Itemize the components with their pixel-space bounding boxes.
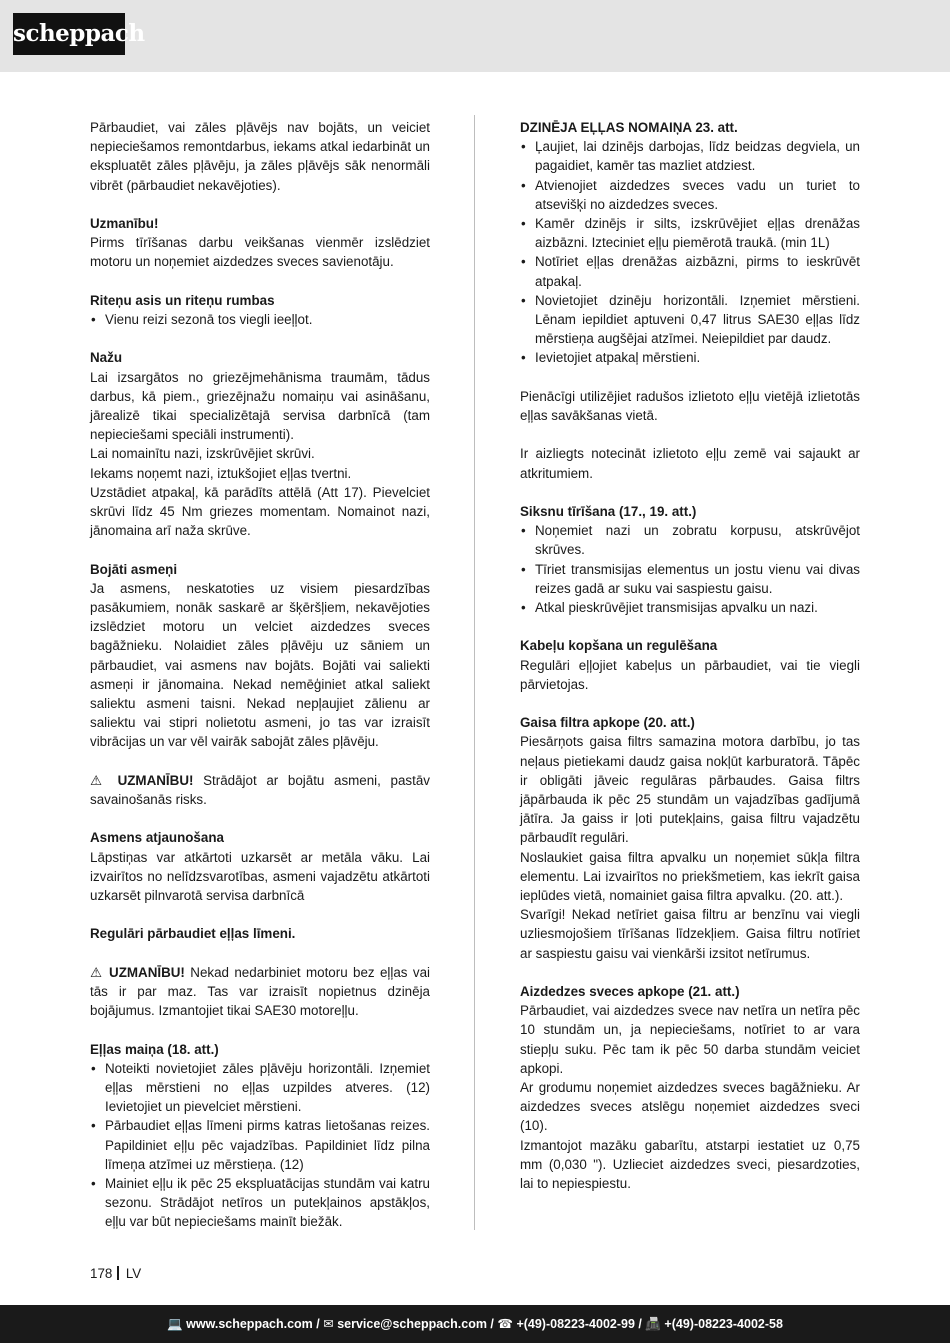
paragraph: Piesārņots gaisa filtrs samazina motora darbību, jo tas neļaus pietiekami daudz gaisa nokļūt karburatorā. Tāpēc ir obligāti jāveic regulāras pārbaudes. Gaisa filtrs jāpārbauda ik pēc 25 stundām un vajadzības gadījumā jātīra. Ja gaiss ir ļoti putekļains, gaisa filtru vajadzētu pārbaudīt regulāri. [520,734,860,846]
section-heading: DZINĒJA EĻĻAS NOMAIŅA 23. att. [520,120,738,135]
list-item: • Ievietojiet atpakaļ mērstieni. [520,348,860,367]
warning-triangle-icon: ⚠ [90,772,108,788]
warning-label: UZMANĪBU! [117,772,194,788]
paragraph: Noslaukiet gaisa filtra apvalku un noņemiet sūkļa filtra elementu. Lai izvairītos no priekšmetiem, kas iekrīt gaisa ieplūdes vietā, nomainiet gaisa filtra apvalku. (20. att.). [520,849,860,904]
list-item: • Atvienojiet aizdedzes sveces vadu un turiet to atsevišķi no aizdedzes sveces. [520,176,860,214]
page-language: LV [125,1266,142,1281]
paragraph: Pārbaudiet, vai zāles pļāvējs nav bojāts, un veiciet nepieciešamos remontdarbus, iekams atkal iedarbināt un ekspluatēt zāles pļāvēju, ja zāles pļāvējs sāk nenormāli vibrēt (pārbaudiet nekavējoties). [90,120,430,193]
paragraph: Uzstādiet atpakaļ, kā parādīts attēlā (Att 17). Pievelciet skrūvi līdz 45 Nm griezes momentam. Nomainot nazi, jānomaina arī naža skrūve. [90,484,430,539]
footer-phone: +(49)-08223-4002-99 [516,1317,635,1331]
warning-text: Strādājot ar bojātu asmeni, pastāv savainošanās risks. [90,772,430,808]
left-column [90,118,430,1232]
paragraph: Pienācīgi utilizējiet radušos izlietoto eļļu vietējā izlietotās eļļas savākšanas vietā. [520,388,860,424]
bullet-list [90,1059,430,1232]
paragraph: Pirms tīrīšanas darbu veikšanas vienmēr izslēdziet motoru un noņemiet aizdedzes sveces savienotāju. [90,235,430,270]
phone-icon: ☎ [497,1317,513,1331]
section-heading: Asmens atjaunošana [90,830,224,846]
section-heading: Nažu [90,350,122,366]
section-heading: Gaisa filtra apkope (20. att.) [520,715,695,731]
footer-email: service@scheppach.com [337,1317,487,1331]
list-item: • Noņemiet nazi un zobratu korpusu, atskrūvējot skrūves. [520,521,860,559]
list-item: • Notīriet eļļas drenāžas aizbāzni, pirms to ieskrūvēt atpakaļ. [520,252,860,290]
paragraph: Pārbaudiet, vai aizdedzes svece nav netīra un netīra pēc 10 stundām un, ja nepieciešams, notīriet to ar vara stiepļu suku. Pēc tam ik pēc 50 darba stundām veiciet apkopi. [520,1003,860,1076]
list-item: • Vienu reizi sezonā tos viegli ieeļļot. [90,310,430,329]
footer-fax: +(49)-08223-4002-58 [664,1317,783,1331]
warning-paragraph [90,963,430,1021]
list-item: • Atkal pieskrūvējiet transmisijas apvalku un nazi. [520,598,860,617]
section-heading: Regulāri pārbaudiet eļļas līmeni. [90,926,296,942]
list-item: • Kamēr dzinējs ir silts, izskrūvējiet eļļas drenāžas aizbāzni. Izteciniet eļļu piemērotā traukā. (min 1L) [520,214,860,252]
section-heading: Bojāti asmeņi [90,561,178,577]
paragraph: Lāpstiņas var atkārtoti uzkarsēt ar metāla vāku. Lai izvairītos no nelīdzsvarotības, asmeni vajadzētu atkārtoti uzkarsēt pilnvarotā servisa darbnīcā [90,849,430,904]
fax-icon: 📠 [645,1317,661,1331]
page-number-value: 178 [90,1266,113,1281]
list-item: • Novietojiet dzinēju horizontāli. Izņemiet mērstieni. Lēnam iepildiet aptuveni 0,47 litrus SAE30 eļļas līdz mērstieņa augšējai atzīmei. Neiepildiet par daudz. [520,291,860,349]
paragraph: Regulāri eļļojiet kabeļus un pārbaudiet, vai tie viegli pārvietojas. [520,657,860,692]
list-item: • Tīriet transmisijas elementus un jostu vienu vai divas reizes gadā ar suku vai saspiestu gaisu. [520,560,860,598]
list-item: • Mainiet eļļu ik pēc 25 ekspluatācijas stundām vai katru sezonu. Strādājot netīros un putekļainos apstākļos, eļļu var būt nepieciešams mainīt biežāk. [90,1174,430,1232]
section-heading: Siksnu tīrīšana (17., 19. att.) [520,504,697,520]
warning-triangle-icon: ⚠ [90,964,104,980]
page-header [0,0,950,72]
paragraph: Ar grodumu noņemiet aizdedzes sveces bagāžnieku. Ar aizdedzes sveces atslēgu noņemiet aizdedzes sveci (10). [520,1080,860,1134]
email-icon: ✉ [323,1317,334,1331]
list-item: • Ļaujiet, lai dzinējs darbojas, līdz beidzas degviela, un pagaidiet, kamēr tas mazliet atdziest. [520,137,860,175]
footer-website: www.scheppach.com [186,1317,313,1331]
scheppach-logo: scheppach [13,13,125,55]
warning-paragraph [90,771,430,809]
section-heading: Aizdedzes sveces apkope (21. att.) [520,984,740,1000]
section-heading: Riteņu asis un riteņu rumbas [90,292,275,308]
page-footer: 💻 www.scheppach.com / ✉ service@scheppach.com / ☎ +(49)-08223-4002-99 / 📠 +(49)-08223-4002-58 [0,1305,950,1343]
paragraph: Svarīgi! Nekad netīriet gaisa filtru ar benzīnu vai viegli uzliesmojošiem tīrīšanas līdzekļiem. Gaisa filtru notīriet ar saspiestu gaisu vai vienkārši izsitot netīrumus. [520,907,860,961]
paragraph: Lai nomainītu nazi, izskrūvējiet skrūvi. [90,446,315,462]
section-heading: Uzmanību! [90,216,159,231]
paragraph: Ja asmens, neskatoties uz visiem piesardzības pasākumiem, nonāk saskarē ar šķēršļiem, nekavējoties izslēdziet motoru un velciet aizdedzes sveces bagāžnieku. Nolaidiet zāles pļāvēju uz sāniem un pārbaudiet, vai asmens nav bojāts. Bojāti vai saliekti asmeņi ir jānomaina. Nekad nemēģiniet atkal saliekt saliektu asmeni taisni. Nekad nepļaujiet zālienu ar saliektu vai stipri nolietotu asmeni, jo tas var izraisīt vibrācijas un var vēl vairāk sabojāt zāles pļāvēju. [90,580,430,750]
column-divider [474,115,475,1230]
bullet-list [520,137,860,367]
paragraph: Ir aizliegts notecināt izlietoto eļļu zemē vai sajaukt ar atkritumiem. [520,446,860,481]
bullet-list [520,521,860,617]
paragraph: Lai izsargātos no griezējmehānisma traumām, tādus darbus, kā piem., griezējnažu nomaiņu vai asināšanu, jārealizē tikai specializētajā servisa darbnīcā (tam nepieciešami speciāli instrumenti). [90,369,430,443]
section-heading: Kabeļu kopšana un regulēšana [520,638,718,654]
list-item: • Noteikti novietojiet zāles pļāvēju horizontāli. Izņemiet eļļas mērstieni no eļļas uzpildes atveres. (12) Ievietojiet un pievelciet mērstieni. [90,1059,430,1117]
section-heading: Eļļas maiņa (18. att.) [90,1041,219,1057]
right-column [520,118,860,1193]
computer-icon: 💻 [167,1317,183,1331]
paragraph: Iekams noņemt nazi, iztukšojiet eļļas tvertni. [90,465,352,481]
bullet-list [90,310,430,329]
list-item: • Pārbaudiet eļļas līmeni pirms katras lietošanas reizes. Papildiniet eļļu pēc vajadzības. Papildiniet līdz pilna līmeņa atzīmei uz mērstieņa. (12) [90,1116,430,1174]
page-number [90,1264,141,1283]
warning-text: Nekad nedarbiniet motoru bez eļļas vai tās ir par maz. Tas var izraisīt nopietnus dzinēja bojājumus. Izmantojiet tikai SAE30 motoreļļu. [90,964,430,1019]
warning-label: UZMANĪBU! [109,964,185,980]
paragraph: Izmantojot mazāku gabarītu, atstarpi iestatiet uz 0,75 mm (0,030 "). Uzlieciet aizdedzes sveci, piesardzoties, lai to nepiespiestu. [520,1137,860,1192]
